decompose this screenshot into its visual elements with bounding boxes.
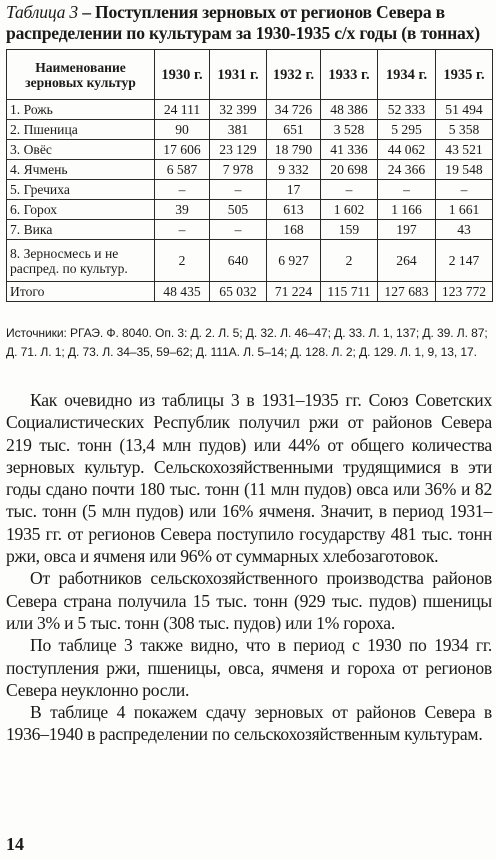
header-year: 1930 г. — [155, 50, 210, 100]
row-name: 3. Овёс — [7, 140, 155, 160]
row-name: 6. Горох — [7, 200, 155, 220]
sources-note: Источники: РГАЭ. Ф. 8040. Оп. 3: Д. 2. Л. 5; Д. 32. Л. 46–47; Д. 33. Л. 1, 137; Д. 39. Л. 87; Д. 71. Л. 1; Д. 73. Л. 34–35, 59–62; Д. 111А. Л. 5–14; Д. 128. Л. 2; Д. 129. Л. 1, 9, 13, 17. — [6, 326, 488, 359]
cell-value: 41 336 — [321, 140, 378, 160]
cell-value: 505 — [210, 200, 267, 220]
grain-table — [6, 49, 493, 302]
caption-text: Поступления зерновых от регионов Севера в распределении по культурам за 1930-1935 с/х годы (в тоннах) — [6, 2, 480, 43]
cell-value: 9 332 — [267, 160, 321, 180]
cell-value: 52 333 — [378, 100, 436, 120]
cell-value: 1 166 — [378, 200, 436, 220]
cell-value: – — [155, 180, 210, 200]
cell-value: 127 683 — [378, 282, 436, 302]
cell-value: 197 — [378, 220, 436, 240]
cell-value: 43 — [436, 220, 493, 240]
header-year: 1931 г. — [210, 50, 267, 100]
cell-value: 43 521 — [436, 140, 493, 160]
cell-value: 5 295 — [378, 120, 436, 140]
cell-value: 1 661 — [436, 200, 493, 220]
table-row — [7, 140, 493, 160]
cell-value: – — [378, 180, 436, 200]
row-name: 1. Рожь — [7, 100, 155, 120]
table-row — [7, 240, 493, 282]
cell-value: 90 — [155, 120, 210, 140]
caption-dash: – — [78, 2, 96, 22]
cell-value: 168 — [267, 220, 321, 240]
header-year: 1932 г. — [267, 50, 321, 100]
table-row — [7, 100, 493, 120]
cell-value: 2 — [321, 240, 378, 282]
table-row — [7, 220, 493, 240]
table-header-row — [7, 50, 493, 100]
cell-value: 5 358 — [436, 120, 493, 140]
table-row — [7, 180, 493, 200]
row-name: 2. Пшеница — [7, 120, 155, 140]
cell-value: 65 032 — [210, 282, 267, 302]
cell-value: 115 711 — [321, 282, 378, 302]
cell-value: 51 494 — [436, 100, 493, 120]
row-name: 8. Зерносмесь и не распред. по культур. — [7, 240, 155, 282]
page-number: 14 — [6, 834, 24, 854]
cell-value: 39 — [155, 200, 210, 220]
cell-value: 18 790 — [267, 140, 321, 160]
cell-value: 48 435 — [155, 282, 210, 302]
header-name: Наименование зерновых культур — [7, 50, 155, 100]
cell-value: – — [155, 220, 210, 240]
table-row — [7, 120, 493, 140]
caption-label: Таблица 3 — [6, 2, 79, 22]
cell-value: 381 — [210, 120, 267, 140]
cell-value: 2 — [155, 240, 210, 282]
cell-value: 7 978 — [210, 160, 267, 180]
cell-value: 159 — [321, 220, 378, 240]
table-total-row — [7, 282, 493, 302]
paragraph: Как очевидно из таблицы 3 в 1931–1935 гг. Союз Советских Социалистических Республик получил ржи от районов Севера 219 тыс. тонн (13,4 млн пудов) или 44% от общего количества зерновых культур. Сельскохозяйственными трудящимися в эти годы сдано почти 180 тыс. тонн (11 млн пудов) овса или 36% и 82 тыс. тонн (5 млн пудов) или 16% ячменя. Значит, в период 1931–1935 гг. от регионов Севера поступило государству 481 тыс. тонн ржи, овса и ячменя или 96% от суммарных хлебозаготовок. — [6, 390, 492, 567]
cell-value: 17 — [267, 180, 321, 200]
cell-value: 1 602 — [321, 200, 378, 220]
table-row — [7, 160, 493, 180]
paragraph: По таблице 3 также видно, что в период с 1930 по 1934 гг. поступления ржи, пшеницы, овса, ячменя и гороха от регионов Севера неуклонно росли. — [6, 635, 492, 700]
cell-value: 3 528 — [321, 120, 378, 140]
cell-value: 23 129 — [210, 140, 267, 160]
header-year: 1934 г. — [378, 50, 436, 100]
cell-value: – — [210, 180, 267, 200]
cell-value: 71 224 — [267, 282, 321, 302]
row-name: Итого — [7, 282, 155, 302]
row-name: 7. Вика — [7, 220, 155, 240]
cell-value: 48 386 — [321, 100, 378, 120]
cell-value: 640 — [210, 240, 267, 282]
cell-value: 6 927 — [267, 240, 321, 282]
table-row — [7, 200, 493, 220]
paragraph: От работников сельскохозяйственного производства районов Севера страна получила 15 тыс. тонн (929 тыс. пудов) пшеницы или 3% и 5 тыс. тонн (308 тыс. пудов) или 1% гороха. — [6, 568, 492, 633]
row-name: 5. Гречиха — [7, 180, 155, 200]
cell-value: 6 587 — [155, 160, 210, 180]
cell-value: – — [210, 220, 267, 240]
cell-value: 17 606 — [155, 140, 210, 160]
cell-value: 20 698 — [321, 160, 378, 180]
cell-value: 19 548 — [436, 160, 493, 180]
cell-value: 24 366 — [378, 160, 436, 180]
cell-value: 34 726 — [267, 100, 321, 120]
header-year: 1933 г. — [321, 50, 378, 100]
cell-value: 613 — [267, 200, 321, 220]
table-caption — [6, 2, 492, 44]
cell-value: 44 062 — [378, 140, 436, 160]
row-name: 4. Ячмень — [7, 160, 155, 180]
cell-value: 651 — [267, 120, 321, 140]
paragraph: В таблице 4 покажем сдачу зерновых от районов Севера в 1936–1940 в распределении по сельскохозяйственным культурам. — [6, 702, 492, 745]
cell-value: 24 111 — [155, 100, 210, 120]
cell-value: – — [436, 180, 493, 200]
cell-value: – — [321, 180, 378, 200]
cell-value: 123 772 — [436, 282, 493, 302]
header-year: 1935 г. — [436, 50, 493, 100]
cell-value: 264 — [378, 240, 436, 282]
cell-value: 2 147 — [436, 240, 493, 282]
cell-value: 32 399 — [210, 100, 267, 120]
body-text — [6, 389, 492, 746]
